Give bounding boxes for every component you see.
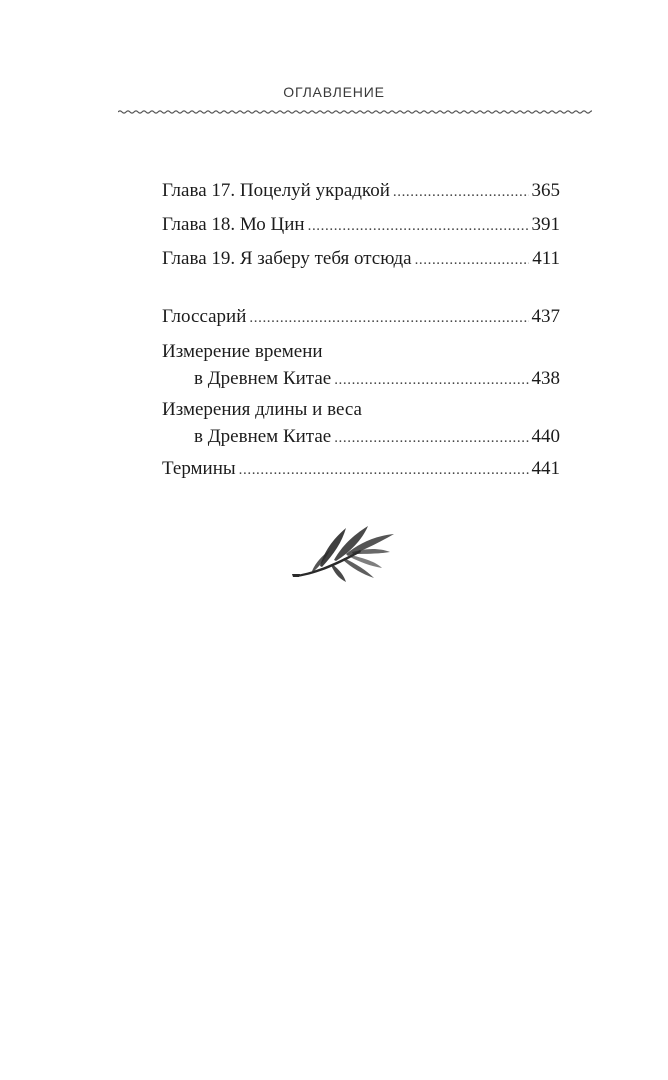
- toc-entry-page: 438: [531, 368, 560, 389]
- toc-entry-page: 391: [531, 214, 560, 235]
- running-head: ОГЛАВЛЕНИЕ: [283, 84, 385, 100]
- toc-entry-title-continued: в Древнем Китае: [194, 426, 332, 447]
- toc-entry-length-weight[interactable]: [162, 396, 560, 450]
- leaf-branch-icon: [290, 522, 396, 584]
- toc-entry-title-line: [162, 338, 560, 365]
- toc-entry-title: Термины: [162, 458, 236, 479]
- toc-entry-title: Глава 19. Я заберу тебя отсюда: [162, 248, 412, 269]
- toc-entry-title-line: [162, 365, 560, 392]
- toc-chapters: [162, 174, 560, 276]
- wavy-divider: [118, 107, 592, 117]
- dot-leader: [334, 425, 528, 452]
- toc-entry-terms[interactable]: [162, 452, 560, 486]
- toc-entry-time-measurement[interactable]: [162, 338, 560, 392]
- toc-entry-page: 411: [532, 248, 560, 269]
- toc-entry-title: Измерение времени: [162, 341, 323, 362]
- toc-entry-chapter-17[interactable]: [162, 174, 560, 208]
- toc-entry-page: 365: [531, 180, 560, 201]
- dot-leader: [308, 209, 529, 243]
- toc-entry-title: Измерения длины и веса: [162, 399, 362, 420]
- toc-entry-title: Глава 17. Поцелуй украдкой: [162, 180, 390, 201]
- toc-appendix: [162, 300, 560, 486]
- toc-entry-page: 440: [531, 426, 560, 447]
- toc-entry-page: 441: [531, 458, 560, 479]
- dot-leader: [249, 301, 528, 335]
- toc-entry-chapter-18[interactable]: [162, 208, 560, 242]
- toc-entry-title: Глава 18. Мо Цин: [162, 214, 305, 235]
- toc-entry-title-continued: в Древнем Китае: [194, 368, 332, 389]
- toc-entry-title: Глоссарий: [162, 306, 247, 327]
- toc-entry-glossary[interactable]: [162, 300, 560, 334]
- dot-leader: [239, 453, 529, 487]
- dot-leader: [415, 243, 530, 277]
- toc-entry-title-line: [162, 396, 560, 423]
- dot-leader: [393, 175, 529, 209]
- toc-entry-chapter-19[interactable]: [162, 242, 560, 276]
- dot-leader: [334, 367, 528, 394]
- toc-entry-page: 437: [531, 306, 560, 327]
- toc-entry-title-line: [162, 423, 560, 450]
